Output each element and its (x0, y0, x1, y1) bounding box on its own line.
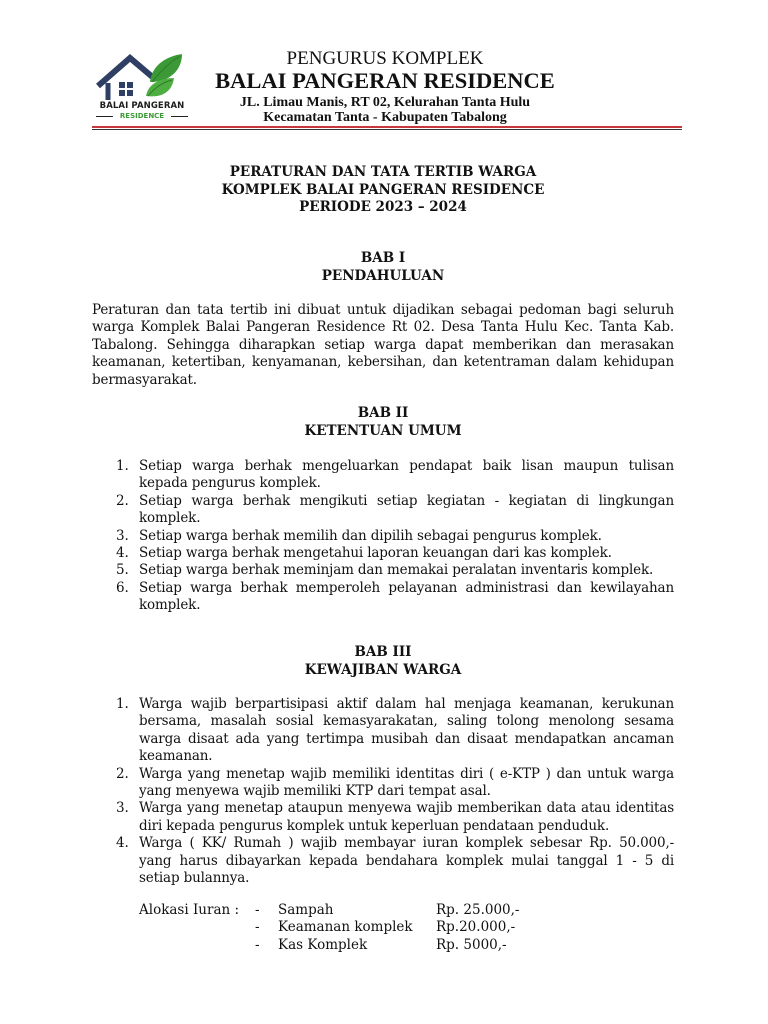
letterhead-address-line2: Kecamatan Tanta - Kabupaten Tabalong (263, 110, 507, 125)
allocation-row (139, 902, 559, 919)
list-item (92, 562, 674, 579)
allocation-amount: Rp. 5000,- (436, 936, 507, 953)
bab1-heading: BAB I (360, 250, 406, 266)
list-number: 1. (116, 696, 129, 712)
allocation-item: Keamanan komplek (278, 919, 413, 936)
allocation-amount: Rp. 25.000,- (436, 902, 520, 918)
list-text: Setiap warga berhak memilih dan dipilih sebagai pengurus komplek. (139, 527, 602, 544)
allocation-label: Alokasi Iuran : (139, 902, 240, 918)
list-text: Setiap warga berhak meminjam dan memakai peralatan inventaris komplek. (139, 562, 654, 579)
allocation-dash: - (255, 919, 260, 936)
list-text: Setiap warga berhak mengeluarkan pendapat baik lisan maupun tulisan kepada pengurus komplek. (139, 458, 674, 492)
list-text: Warga ( KK/ Rumah ) wajib membayar iuran komplek sebesar Rp. 50.000,- yang harus dibayarkan kepada bendahara komplek mulai tanggal 1 - 5 di setiap bulannya. (139, 835, 674, 887)
bab2-heading: BAB II (357, 405, 409, 421)
list-number: 3. (116, 527, 129, 544)
list-item (92, 528, 674, 545)
allocation-table (139, 902, 559, 954)
allocation-item: Sampah (278, 902, 334, 918)
list-text: Setiap warga berhak mengetahui laporan keuangan dari kas komplek. (139, 545, 612, 562)
list-number: 4. (116, 545, 129, 562)
list-item (92, 545, 674, 562)
letterhead-address-line1: JL. Limau Manis, RT 02, Kelurahan Tanta Hulu (239, 95, 531, 110)
list-item (92, 766, 674, 801)
list-item (92, 580, 674, 615)
list-number: 5. (116, 562, 129, 579)
bab2-list (92, 458, 674, 615)
letterhead-name: BALAI PANGERAN RESIDENCE (215, 68, 555, 93)
list-text: Warga yang menetap ataupun menyewa wajib memberikan data atau identitas diri kepada pengurus komplek untuk keperluan pendataan penduduk. (139, 800, 674, 834)
logo-wordmark: BALAI PANGERAN (99, 101, 185, 111)
list-text: Setiap warga berhak mengikuti setiap kegiatan - kegiatan di lingkungan komplek. (139, 492, 674, 527)
doc-title-line1: PERATURAN DAN TATA TERTIB WARGA (229, 164, 537, 180)
allocation-dash: - (255, 936, 260, 953)
bab3-heading: BAB III (354, 644, 412, 660)
list-item (92, 800, 674, 835)
list-item (92, 835, 674, 887)
logo-divider (171, 116, 188, 117)
bab1-paragraph: Peraturan dan tata tertib ini dibuat untuk dijadikan sebagai pedoman bagi seluruh warga Komplek Balai Pangeran Residence Rt 02. Desa Tanta Hulu Kec. Tanta Kab. Tabalong. Sehingga diharapkan setiap warga dapat memberikan dan merasakan keamanan, ketertiban, kenyamanan, kebersihan, dan ketentraman dalam kehidupan bermasyarakat. (92, 302, 674, 388)
allocation-item: Kas Komplek (278, 936, 368, 953)
list-item (92, 493, 674, 528)
letterhead-rule-red (92, 126, 682, 128)
list-number: 6. (116, 579, 129, 596)
letterhead-org: PENGURUS KOMPLEK (286, 48, 484, 69)
allocation-row (139, 937, 559, 954)
bab2-subheading: KETENTUAN UMUM (304, 423, 462, 439)
list-text: Warga wajib berpartisipasi aktif dalam hal menjaga keamanan, kerukunan bersama, masalah sosial kemasyarakatan, saling tolong menolong sesama warga disaat ada yang tertimpa musibah dan disaat mendapatkan ancaman keamanan. (139, 696, 674, 765)
list-item (92, 458, 674, 493)
letterhead-rule-dark (92, 129, 682, 130)
logo-divider (96, 116, 113, 117)
doc-title-line2: KOMPLEK BALAI PANGERAN RESIDENCE (221, 182, 545, 198)
allocation-row (139, 919, 559, 936)
allocation-dash: - (255, 902, 260, 918)
list-number: 2. (116, 492, 129, 509)
logo-subtext: RESIDENCE (119, 112, 165, 120)
allocation-amount: Rp.20.000,- (436, 919, 516, 936)
doc-title-line3: PERIODE 2023 – 2024 (299, 199, 467, 215)
list-number: 1. (116, 458, 129, 474)
list-text: Setiap warga berhak memperoleh pelayanan administrasi dan kewilayahan komplek. (139, 579, 674, 614)
bab1-subheading: PENDAHULUAN (321, 268, 445, 284)
bab3-subheading: KEWAJIBAN WARGA (304, 662, 462, 678)
bab3-list (92, 696, 674, 887)
list-text: Warga yang menetap wajib memiliki identitas diri ( e-KTP ) dan untuk warga yang menyewa wajib memiliki KTP dari tempat asal. (139, 765, 674, 800)
list-number: 2. (116, 765, 129, 782)
list-number: 3. (116, 800, 129, 817)
list-item (92, 696, 674, 766)
list-number: 4. (116, 835, 129, 852)
